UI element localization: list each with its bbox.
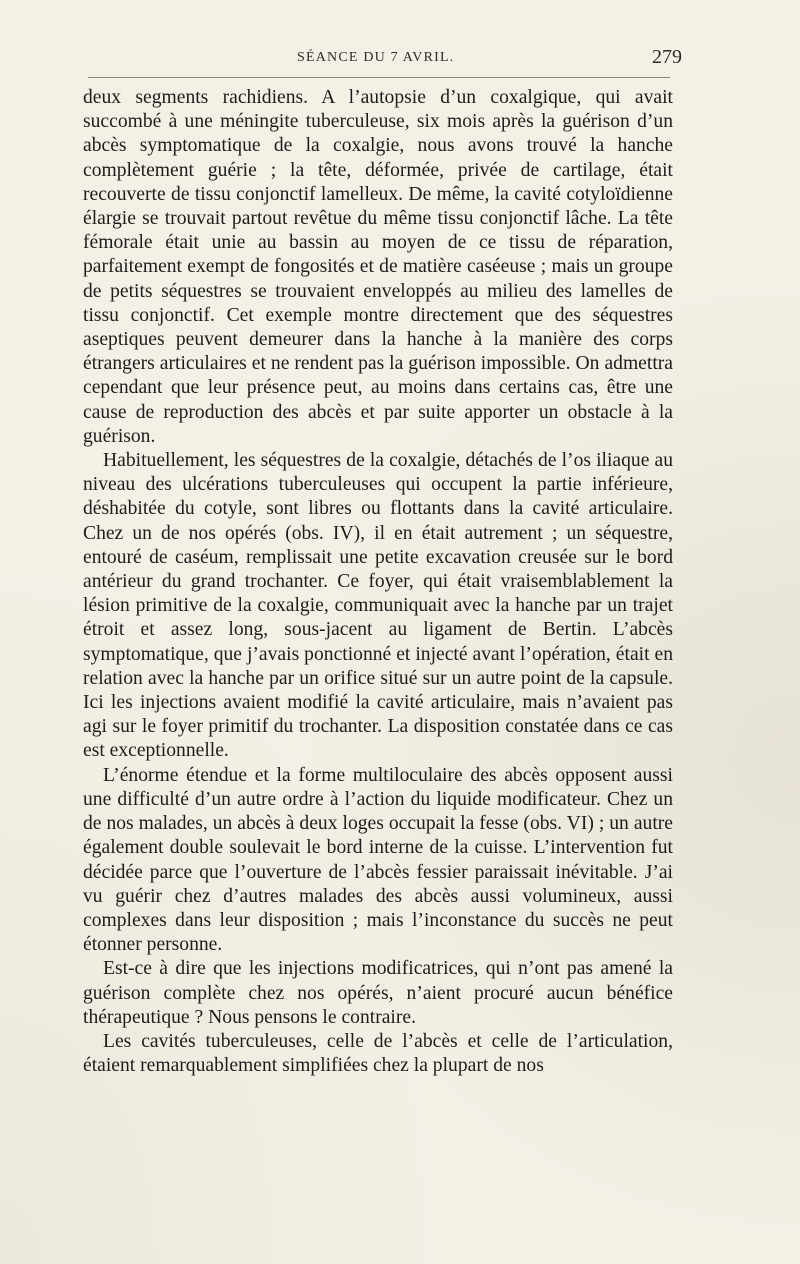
page-header [82,44,682,74]
paragraph-3: L’énorme étendue et la forme multiloculaire des abcès opposent aussi une difficulté d’un autre ordre à l’action du liquide modificateur. Chez un de nos malades, un abcès à deux loges occupait la fesse (obs. VI) ; un autre également double soulevait le bord interne de la cuisse. L’intervention fut décidée parce que l’ouverture de l’abcès fessier paraissait inévitable. J’ai vu guérir chez d’autres malades des abcès aussi volumineux, aussi complexes dans leur disposition ; mais l’inconstance du succès ne peut étonner personne. [83,764,673,956]
paragraph-1: deux segments rachidiens. A l’autopsie d’un coxalgique, qui avait succombé à une méningite tuberculeuse, six mois après la guérison d’un abcès symptomatique de la coxalgie, nous avons trouvé la hanche complètement guérie ; la tête, déformée, privée de cartilage, était recouverte de tissu conjonctif lamelleux. De même, la cavité cotyloïdienne élargie se trouvait partout revêtue du même tissu conjonctif lâche. La tête fémorale était unie au bassin au moyen de ce tissu de réparation, parfaitement exempt de fongosités et de matière caséeuse ; mais un groupe de petits séquestres se trouvaient enveloppés au milieu des lamelles de tissu conjonctif. Cet exemple montre directement que des séquestres aseptiques peuvent demeurer dans la hanche à la manière des corps étrangers articulaires et ne rendent pas la guérison impossible. On admettra cependant que leur présence peut, au moins dans certains cas, être une cause de reproduction des abcès et par suite apporter un obstacle à la guérison. [83,87,673,447]
paragraph-2: Habituellement, les séquestres de la coxalgie, détachés de l’os iliaque au niveau des ulcérations tuberculeuses qui occupent la partie inférieure, déshabitée du cotyle, sont libres ou flottants dans la cavité articulaire. Chez un de nos opérés (obs. IV), il en était autrement ; un séquestre, entouré de caséum, remplissait une petite excavation creusée sur le bord antérieur du grand trochanter. Ce foyer, qui était vraisemblablement la lésion primitive de la coxalgie, communiquait avec la hanche par un trajet étroit et assez long, sous-jacent au ligament de Bertin. L’abcès symptomatique, que j’avais ponctionné et injecté avant l’opération, était en relation avec la hanche par un orifice situé sur un autre point de la capsule. Ici les injections avaient modifié la cavité articulaire, mais n’avaient pas agi sur le foyer primitif du trochanter. La disposition constatée dans ce cas est exceptionnelle. [83,450,673,762]
page-number: 279 [652,46,682,68]
paragraph-5: Les cavités tuberculeuses, celle de l’abcès et celle de l’articulation, étaient remarquablement simplifiées chez la plupart de nos [83,1030,673,1077]
body-text [83,86,673,1078]
header-rule [88,77,670,78]
running-title: SÉANCE DU 7 AVRIL. [297,50,455,65]
paragraph-4: Est-ce à dire que les injections modificatrices, qui n’ont pas amené la guérison complète chez nos opérés, n’aient procuré aucun bénéfice thérapeutique ? Nous pensons le contraire. [83,958,673,1028]
